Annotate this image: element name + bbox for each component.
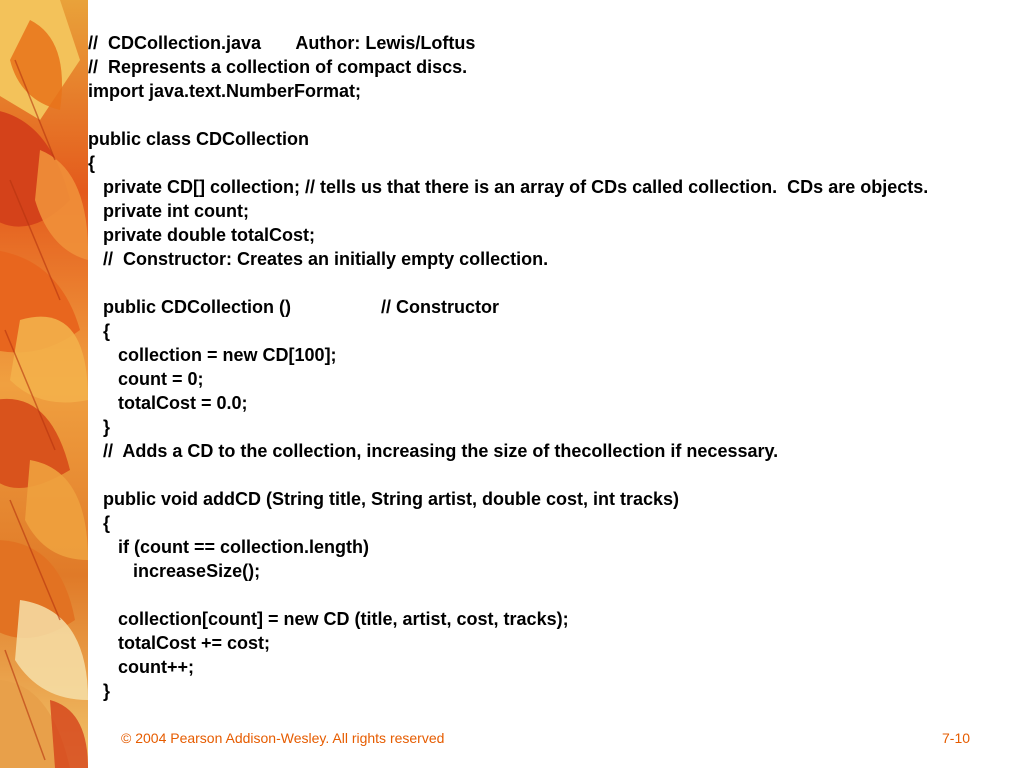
code-line-18: // Adds a CD to the collection, increasing the size of thecollection if necessary. (88, 441, 779, 461)
code-line-9: private double totalCost; (88, 225, 316, 245)
code-line-6: { (88, 153, 96, 173)
leaves-icon (0, 0, 88, 768)
code-line-12: public CDCollection () // Constructor (88, 297, 500, 317)
code-line-23: increaseSize(); (88, 561, 261, 581)
page-number: 7-10 (942, 730, 971, 746)
code-line-3: import java.text.NumberFormat; (88, 81, 362, 101)
autumn-leaves-decoration (0, 0, 88, 768)
code-line-19 (88, 463, 1024, 487)
code-line-10: // Constructor: Creates an initially empty collection. (88, 249, 549, 269)
footer-copyright: © 2004 Pearson Addison-Wesley. All rights reserved (121, 730, 445, 746)
code-line-28: } (88, 681, 111, 701)
code-line-11 (88, 271, 1024, 295)
code-line-15: count = 0; (88, 369, 204, 389)
code-line-26: totalCost += cost; (88, 633, 271, 653)
code-line-4 (88, 103, 1024, 127)
code-line-2: // Represents a collection of compact discs. (88, 57, 468, 77)
code-line-27: count++; (88, 657, 195, 677)
code-line-1: // CDCollection.java Author: Lewis/Loftus (88, 33, 476, 53)
code-line-8: private int count; (88, 201, 250, 221)
code-line-14: collection = new CD[100]; (88, 345, 337, 365)
code-line-7: private CD[] collection; // tells us that there is an array of CDs called collection. CDs are objects. (88, 177, 929, 197)
code-line-21: { (88, 513, 111, 533)
code-line-17: } (88, 417, 111, 437)
code-line-25: collection[count] = new CD (title, artist, cost, tracks); (88, 609, 569, 629)
code-line-5: public class CDCollection (88, 129, 310, 149)
code-line-20: public void addCD (String title, String artist, double cost, int tracks) (88, 489, 680, 509)
code-line-22: if (count == collection.length) (88, 537, 370, 557)
code-listing (88, 31, 1024, 703)
code-line-16: totalCost = 0.0; (88, 393, 248, 413)
code-line-24 (88, 583, 1024, 607)
code-line-13: { (88, 321, 111, 341)
